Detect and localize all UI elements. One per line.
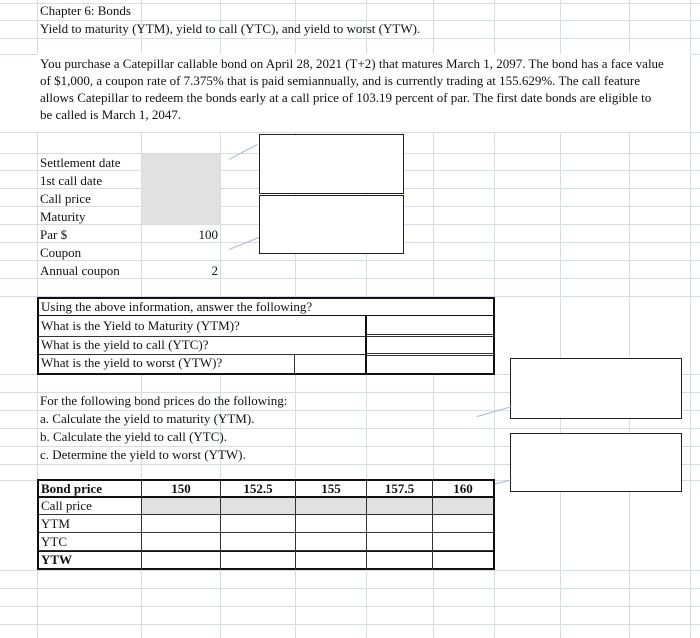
par-label: Par $ [40, 227, 68, 242]
price-col-150: 150 [171, 481, 191, 496]
maturity-label: Maturity [40, 209, 86, 224]
price-col-160: 160 [453, 481, 473, 496]
call-price-row-cells[interactable] [142, 497, 493, 515]
row-label-call-price: Call price [41, 498, 92, 513]
input-cells[interactable] [142, 154, 220, 224]
problem-line-3: allows Catepillar to redeem the bonds early at a call price of 103.19 percent of par. The first date bonds are eligible to [40, 90, 652, 105]
chapter-title: Chapter 6: Bonds [40, 3, 131, 18]
callout-box-4[interactable] [510, 433, 682, 492]
ytm-row-cells[interactable] [142, 515, 493, 532]
par-value[interactable]: 100 [198, 227, 218, 242]
problem-line-4: be called is March 1, 2047. [40, 107, 182, 122]
bond-price-header: Bond price [41, 481, 103, 496]
answer-ytm-cell[interactable] [368, 317, 492, 333]
instruction-c: c. Determine the yield to worst (YTW). [40, 447, 246, 462]
answer-ytw-cell[interactable] [368, 357, 492, 372]
problem-line-2: of $1,000, a coupon rate of 7.375% that is paid semiannually, and is currently trading at 155.629%. The call feature [40, 73, 640, 88]
question-ytc: What is the yield to call (YTC)? [41, 337, 209, 352]
price-col-152-5: 152.5 [243, 481, 273, 496]
first-call-date-label: 1st call date [40, 173, 103, 188]
call-price-label: Call price [40, 191, 91, 206]
callout-box-3[interactable] [510, 358, 682, 419]
answer-ytc-cell[interactable] [368, 337, 492, 352]
annual-coupon-value[interactable]: 2 [211, 263, 218, 278]
price-col-155: 155 [321, 481, 341, 496]
question-ytm: What is the Yield to Maturity (YTM)? [41, 318, 240, 333]
ytw-row-cells[interactable] [142, 552, 493, 568]
callout-box-1[interactable] [259, 134, 404, 194]
instruction-b: b. Calculate the yield to call (YTC). [40, 429, 227, 444]
instruction-a: a. Calculate the yield to maturity (YTM). [40, 411, 255, 426]
callout-connector-2 [229, 237, 259, 250]
settlement-date-label: Settlement date [40, 155, 121, 170]
instructions-heading: For the following bond prices do the following: [40, 393, 288, 408]
annual-coupon-label: Annual coupon [40, 263, 120, 278]
problem-line-1: You purchase a Catepillar callable bond on April 28, 2021 (T+2) that matures March 1, 2097. The bond has a face value [40, 56, 664, 71]
coupon-label: Coupon [40, 245, 82, 260]
row-label-ytc: YTC [41, 534, 67, 549]
page-subtitle: Yield to maturity (YTM), yield to call (YTC), and yield to worst (YTW). [40, 21, 421, 36]
question-ytw: What is the yield to worst (YTW)? [41, 355, 223, 370]
callout-connector-1 [229, 144, 258, 160]
questions-heading: Using the above information, answer the following? [41, 299, 313, 314]
price-col-157-5: 157.5 [384, 481, 415, 496]
row-label-ytm: YTM [41, 516, 70, 531]
callout-box-2[interactable] [259, 195, 404, 254]
ytc-row-cells[interactable] [142, 533, 493, 550]
row-label-ytw: YTW [41, 552, 73, 567]
